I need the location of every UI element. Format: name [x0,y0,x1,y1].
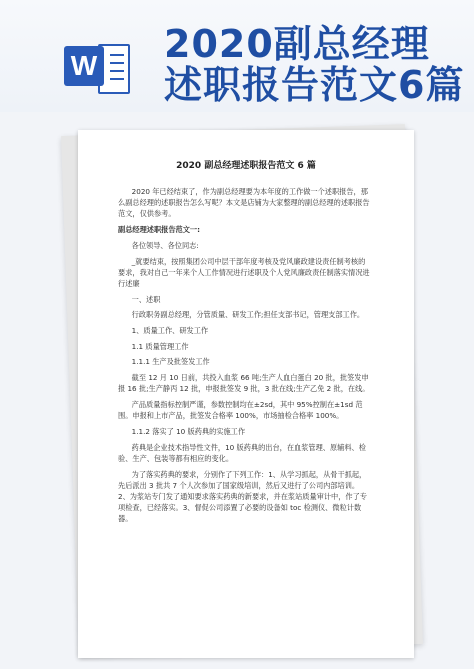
paragraph: 1.1.2 落实了 10 版药典的实施工作 [131,426,246,436]
paragraph: 1.1 质量管理工作 [131,341,189,351]
doc-line [110,62,124,64]
doc-line [110,70,124,72]
doc-line [110,54,124,56]
paragraph: 产品质量指标控制严谨，参数控制均在±2sd，其中 95%控制在±1sd 范围。申报和上市产品，批签发合格率 100%，市场抽检合格率 100%。 [118,400,363,421]
paragraph: 1、质量工作、研发工作 [131,326,209,336]
paragraph: 行政职务副总经理，分管质量、研发工作;担任支部书记，管理支部工作。 [131,310,365,320]
paragraph: 各位领导、各位同志: [131,240,199,250]
banner-title-line-2: 述职报告范文6篇 [164,63,465,107]
section-heading: 副总经理述职报告范文一: [118,225,200,235]
document-paper [78,130,414,658]
paragraph: 为了落实药典的要求，分别作了下列工作：1、从学习抓起，从骨干抓起，先后派出 3 批共 7 个人次参加了国家级培训，然后又进行了公司内部培训。2、为浆站专门发了通知要求落实药典的新要求，并在浆站质量审计中，作了专项检查，已经落实。3、督促公司添置了必要的设备如 toc 检测仪、微粒计数器。 [118,469,367,524]
banner-title-line-1: 2020副总经理 [164,22,430,66]
paragraph: 一、述职 [131,294,161,304]
word-w-icon: W [64,46,104,86]
doc-line [110,78,124,80]
document-body [118,186,370,529]
paragraph: 1.1.1 生产及批签发工作 [131,357,210,367]
paragraph: _就要结束，按照集团公司中层干部年度考核及党风廉政建设责任制考核的要求，我对自己一年来个人工作情况进行述职及个人党风廉政责任制落实情况进行述廉 [118,256,370,288]
banner-header [0,0,474,112]
paragraph: 药典是企业技术指导性文件，10 版药典的出台，在血浆管理、原辅料、检验、生产、包装等都有相应的变化。 [118,442,366,463]
paragraph: 2020 年已经结束了，作为副总经理要为本年度的工作做一个述职报告，那么副总经理的述职报告怎么写呢？本文是店铺为大家整理的副总经理的述职报告范文，仅供参考。 [118,187,370,219]
paragraph: 截至 12 月 10 日前，共投入血浆 66 吨;生产人血白蛋白 20 批，批签发申报 16 批;生产静丙 12 批，申报批签发 9 批，3 批在线;生产乙免 2 批，在线。 [118,373,370,394]
document-title: 2020 副总经理述职报告范文 6 篇 [176,161,316,171]
